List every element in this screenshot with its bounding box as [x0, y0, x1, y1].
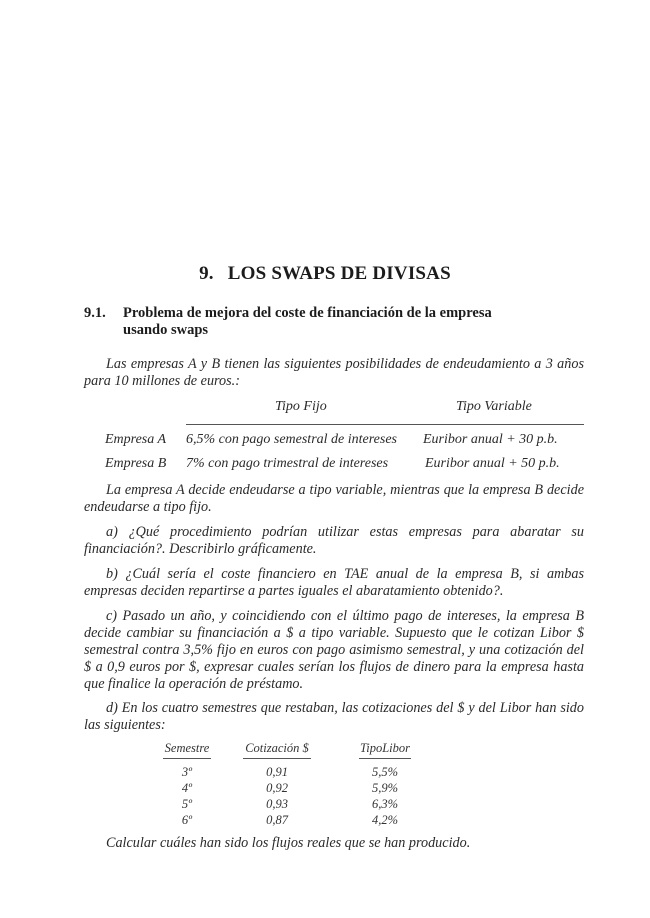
question-c: c) Pasado un año, y coincidiendo con el último pago de intereses, la empresa B decide cambiar su financiación a $ a tipo variable. Supuesto que le cotizan Libor $ semestral contra 3,5% fijo en euros con pago asimismo semestral, y una cotización del $ a 0,9 euros por $, expresar cuales serían los flujos de dinero para la empresa hasta que finalice la operación de préstamo. — [84, 608, 584, 692]
cell: 4º — [181, 781, 193, 795]
question-b: b) ¿Cuál sería el coste financiero en TAE anual de la empresa B, si ambas empresas deciden repartirse a partes iguales el abaratamiento obtenido?. — [84, 566, 584, 599]
column-cotizacion — [243, 741, 311, 828]
cell: 0,87 — [266, 813, 288, 827]
section-title-line1: Problema de mejora del coste de financiación de la empresa — [123, 305, 492, 321]
rates-header-variable: Tipo Variable — [456, 399, 532, 414]
section-heading — [84, 305, 554, 339]
cell: 4,2% — [371, 813, 399, 827]
question-d: d) En los cuatro semestres que restaban, las cotizaciones del $ y del Libor han sido las siguientes: — [84, 700, 584, 733]
column-libor — [359, 741, 411, 828]
section-title-text — [123, 305, 492, 339]
header-libor: TipoLibor — [359, 741, 411, 759]
intro-paragraph: Las empresas A y B tienen las siguientes posibilidades de endeudamiento a 3 años para 10 millones de euros.: — [84, 356, 584, 389]
cell: 0,93 — [266, 797, 288, 811]
final-instruction: Calcular cuáles han sido los flujos reales que se han producido. — [106, 835, 471, 851]
header-semestre: Semestre — [163, 741, 211, 759]
fixed-rate: 6,5% con pago semestral de intereses — [186, 432, 397, 447]
cell: 5,9% — [371, 781, 399, 795]
chapter-title — [0, 263, 650, 285]
company-label: Empresa A — [105, 432, 167, 447]
rates-header-rule — [186, 424, 584, 425]
chapter-number: 9. — [199, 263, 214, 284]
question-a: a) ¿Qué procedimiento podrían utilizar estas empresas para abaratar su financiación?. Describirlo gráficamente. — [84, 524, 584, 557]
section-number: 9.1. — [84, 305, 106, 321]
cell: 3º — [181, 765, 193, 779]
chapter-title-text: LOS SWAPS DE DIVISAS — [227, 263, 451, 284]
header-cotizacion: Cotización $ — [243, 741, 311, 759]
cell: 0,92 — [266, 781, 288, 795]
cell: 0,91 — [266, 765, 288, 779]
rates-header-fixed: Tipo Fijo — [275, 399, 327, 414]
cell: 5º — [181, 797, 193, 811]
cell: 6,3% — [371, 797, 399, 811]
fixed-rate: 7% con pago trimestral de intereses — [186, 456, 389, 471]
cell: 5,5% — [371, 765, 399, 779]
variable-rate: Euribor anual + 30 p.b. — [423, 432, 558, 447]
decision-paragraph: La empresa A decide endeudarse a tipo variable, mientras que la empresa B decide endeudarse a tipo fijo. — [84, 482, 584, 515]
section-title-line2: usando swaps — [123, 322, 209, 338]
company-label: Empresa B — [105, 456, 167, 471]
cell: 6º — [181, 813, 193, 827]
variable-rate: Euribor anual + 50 p.b. — [425, 456, 560, 471]
column-semestre — [163, 741, 211, 828]
